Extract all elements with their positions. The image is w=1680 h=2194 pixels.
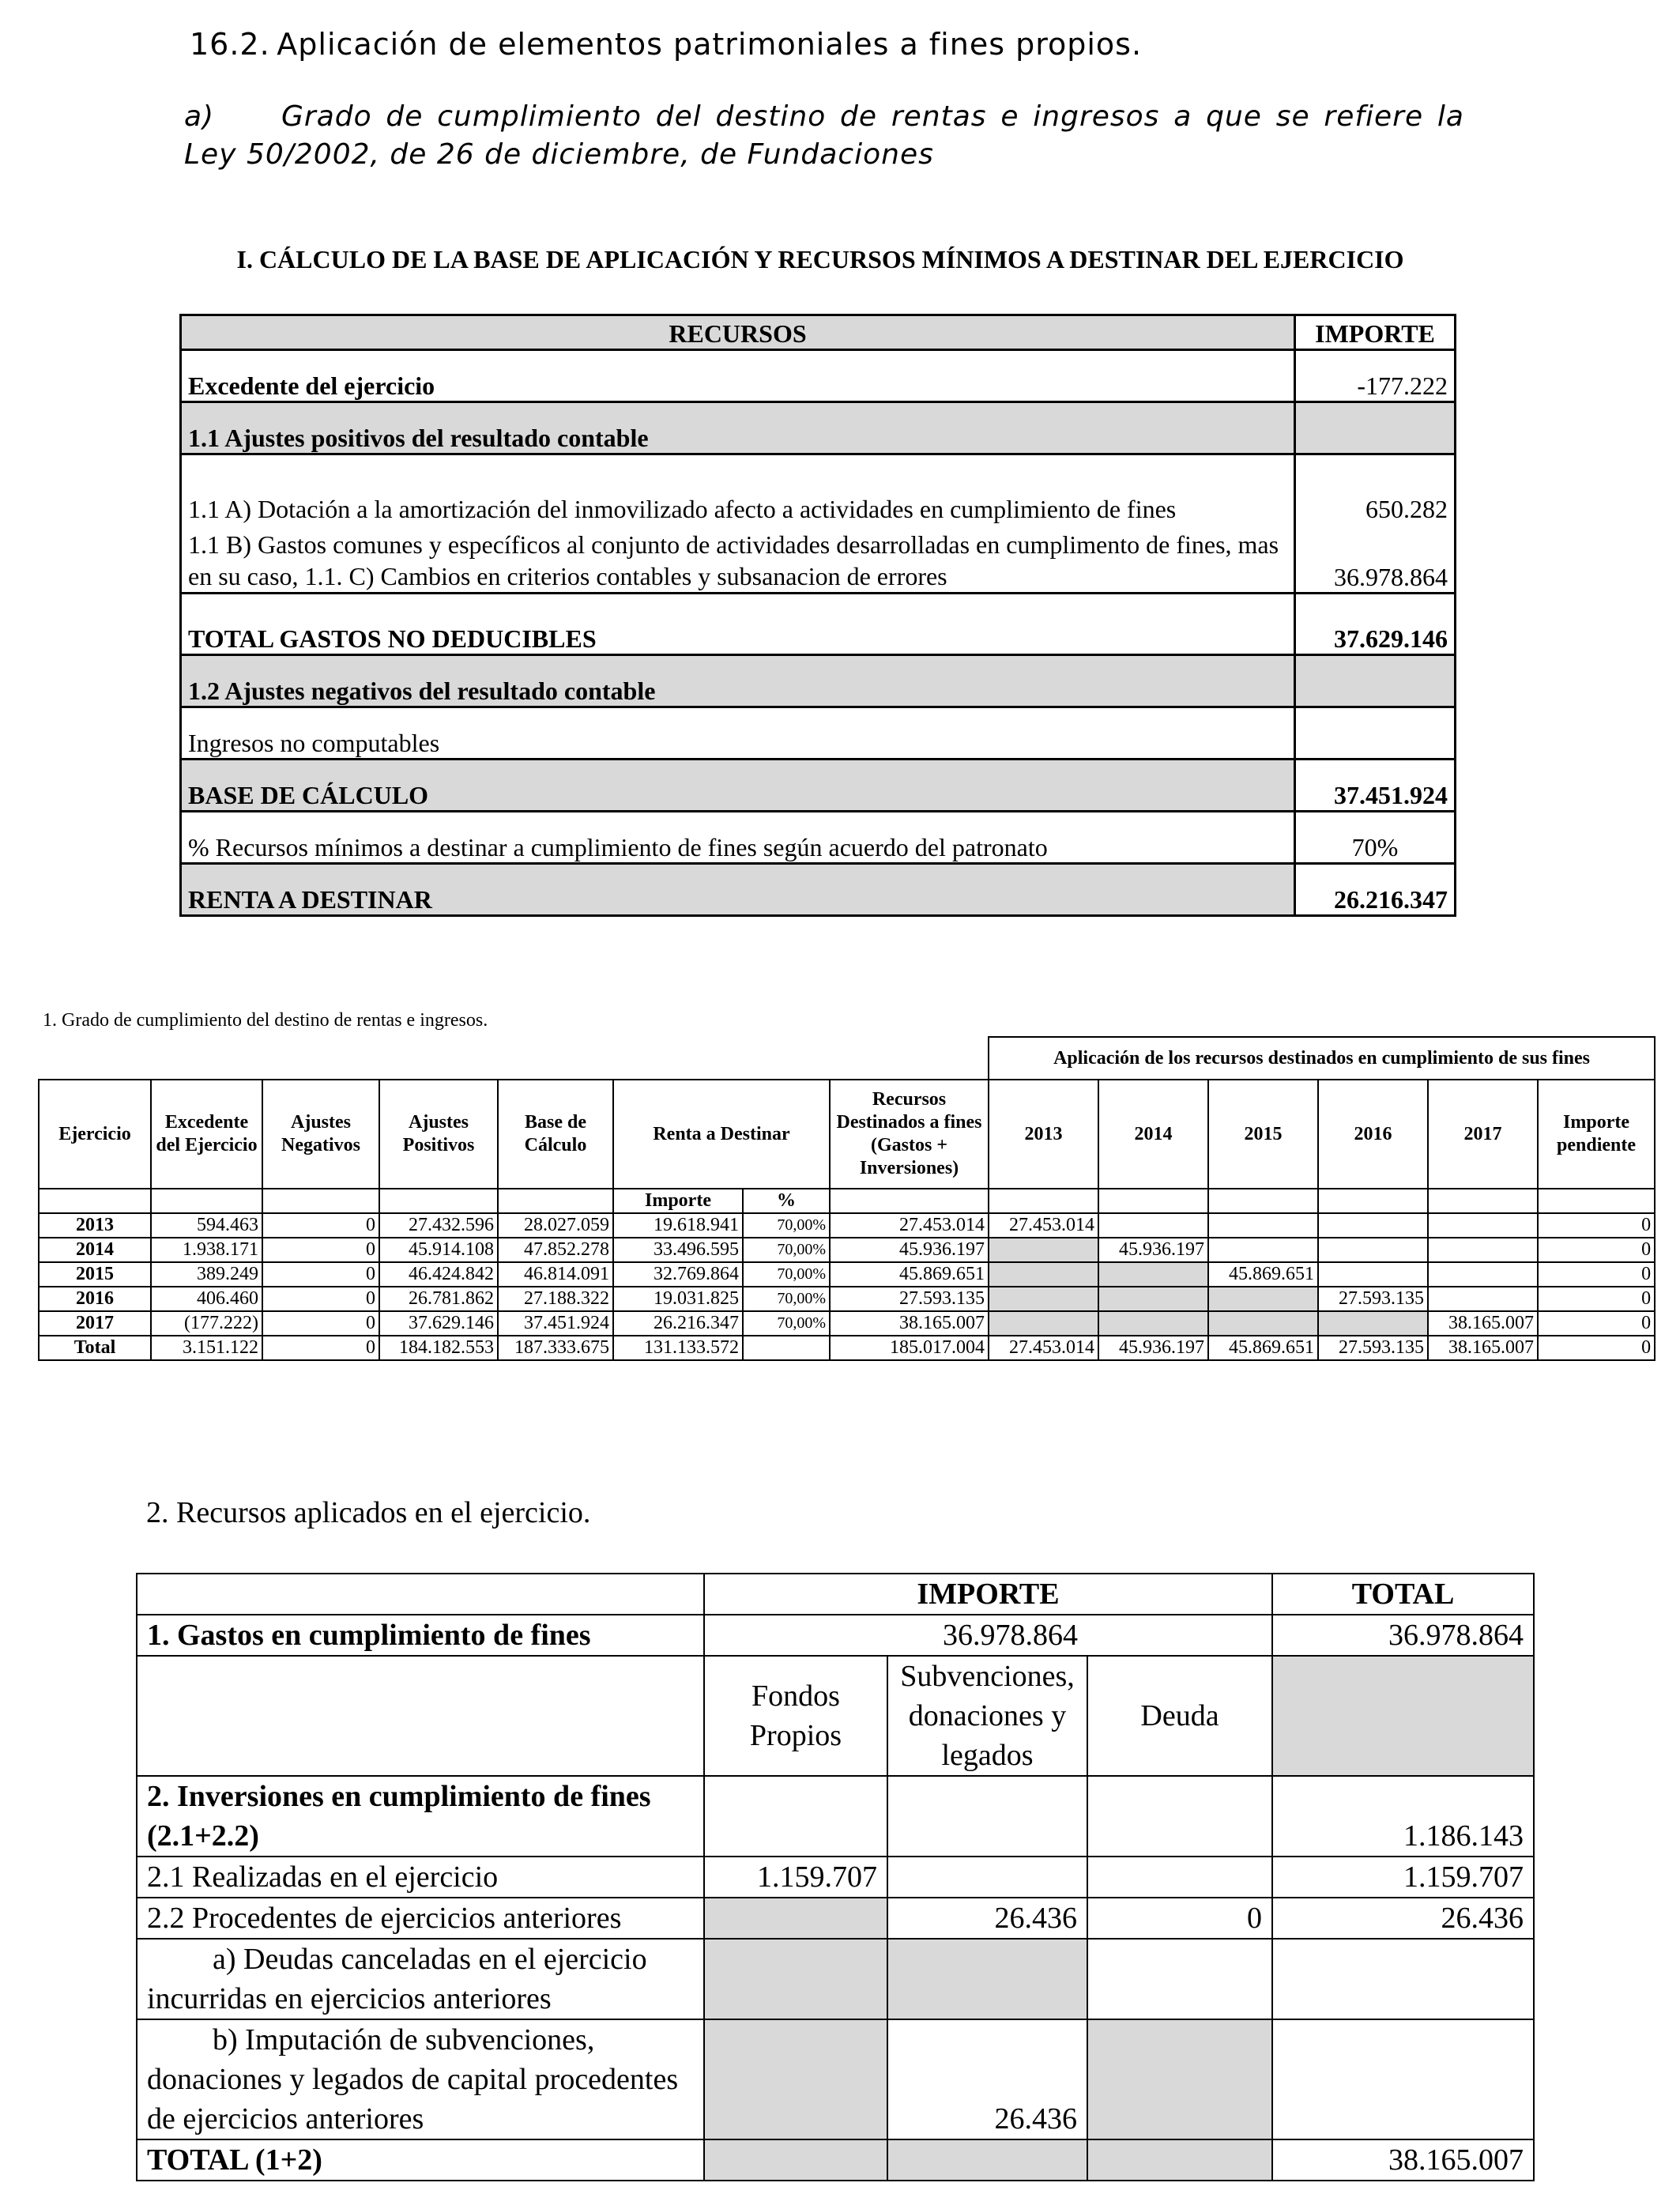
header-2015: 2015 bbox=[1208, 1080, 1318, 1189]
cell-ajustes-positivos: 45.914.108 bbox=[379, 1238, 498, 1262]
row-label: 1.2 Ajustes negativos del resultado contable bbox=[181, 655, 1295, 707]
cell-renta-pct: 70,00% bbox=[743, 1311, 830, 1336]
cell-ajustes-positivos: 26.781.862 bbox=[379, 1287, 498, 1311]
cell-recursos: 27.453.014 bbox=[830, 1213, 989, 1238]
cell-ajustes-negativos: 0 bbox=[262, 1238, 379, 1262]
r22-total: 26.436 bbox=[1272, 1898, 1534, 1939]
cell-2017 bbox=[1428, 1213, 1538, 1238]
cell-ajustes-negativos: 0 bbox=[262, 1213, 379, 1238]
r22-label: 2.2 Procedentes de ejercicios anteriores bbox=[137, 1898, 704, 1939]
row-value: 37.451.924 bbox=[1295, 760, 1456, 812]
table-row bbox=[39, 1262, 1655, 1287]
row-value: 26.216.347 bbox=[1295, 864, 1456, 916]
rb-subvenciones: 26.436 bbox=[887, 2019, 1087, 2139]
cell-renta-importe: 19.031.825 bbox=[613, 1287, 743, 1311]
header-ajustes-positivos: Ajustes Positivos bbox=[379, 1080, 498, 1189]
cell-ejercicio: Total bbox=[39, 1336, 151, 1360]
intro-paragraph bbox=[184, 98, 1464, 174]
table-row bbox=[181, 594, 1456, 655]
cell-2013: 27.453.014 bbox=[989, 1213, 1098, 1238]
base-calculo-table bbox=[179, 314, 1456, 917]
cell-2017: 38.165.007 bbox=[1428, 1311, 1538, 1336]
cell-2015 bbox=[1208, 1213, 1318, 1238]
cell-recursos: 45.936.197 bbox=[830, 1238, 989, 1262]
row-label: 1.1 Ajustes positivos del resultado contable bbox=[181, 402, 1295, 454]
subheader-fondos-propios: Fondos Propios bbox=[704, 1656, 887, 1776]
subheader-subvenciones: Subvenciones, donaciones y legados bbox=[887, 1656, 1087, 1776]
header-recursos: RECURSOS bbox=[181, 315, 1295, 350]
table-row bbox=[181, 350, 1456, 402]
table-row-total bbox=[39, 1336, 1655, 1360]
cell-2015 bbox=[1208, 1311, 1318, 1336]
header-2017: 2017 bbox=[1428, 1080, 1538, 1189]
recursos-aplicados-table bbox=[136, 1573, 1535, 2181]
cell-2016 bbox=[1318, 1311, 1428, 1336]
cell-base-calculo: 28.027.059 bbox=[498, 1213, 613, 1238]
cell-excedente: 1.938.171 bbox=[151, 1238, 262, 1262]
cell-ejercicio: 2014 bbox=[39, 1238, 151, 1262]
cell-recursos: 45.869.651 bbox=[830, 1262, 989, 1287]
cell-2014 bbox=[1098, 1287, 1208, 1311]
cell-ajustes-negativos: 0 bbox=[262, 1311, 379, 1336]
table-row bbox=[181, 707, 1456, 760]
cell-2014 bbox=[1098, 1311, 1208, 1336]
table-row bbox=[137, 1898, 1534, 1939]
cell-pendiente: 0 bbox=[1538, 1213, 1655, 1238]
header-importe: IMPORTE bbox=[1295, 315, 1456, 350]
cell-pendiente: 0 bbox=[1538, 1311, 1655, 1336]
row-label: Excedente del ejercicio bbox=[181, 350, 1295, 402]
table-row bbox=[181, 402, 1456, 454]
cell-2013: 27.453.014 bbox=[989, 1336, 1098, 1360]
cell-renta-pct: 70,00% bbox=[743, 1262, 830, 1287]
cell-ajustes-positivos: 37.629.146 bbox=[379, 1311, 498, 1336]
cell-excedente: 3.151.122 bbox=[151, 1336, 262, 1360]
row-value bbox=[1295, 655, 1456, 707]
header-base-calculo: Base de Cálculo bbox=[498, 1080, 613, 1189]
table-row bbox=[137, 2019, 1534, 2139]
group-header: Aplicación de los recursos destinados en cumplimiento de sus fines bbox=[989, 1037, 1655, 1080]
cell-2016 bbox=[1318, 1238, 1428, 1262]
header-ajustes-negativos: Ajustes Negativos bbox=[262, 1080, 379, 1189]
cell-base-calculo: 187.333.675 bbox=[498, 1336, 613, 1360]
cell-2015: 45.869.651 bbox=[1208, 1336, 1318, 1360]
row-label: TOTAL GASTOS NO DEDUCIBLES bbox=[181, 594, 1295, 655]
table-row bbox=[39, 1238, 1655, 1262]
section-i-title: I. CÁLCULO DE LA BASE DE APLICACIÓN Y RECURSOS MÍNIMOS A DESTINAR DEL EJERCICIO bbox=[236, 245, 1404, 273]
table-row bbox=[39, 1287, 1655, 1311]
cell-2016: 27.593.135 bbox=[1318, 1287, 1428, 1311]
cell-2016: 27.593.135 bbox=[1318, 1336, 1428, 1360]
gastos-importe: 36.978.864 bbox=[704, 1615, 1087, 1656]
row-value bbox=[1295, 402, 1456, 454]
cell-2015 bbox=[1208, 1287, 1318, 1311]
cell-ajustes-positivos: 27.432.596 bbox=[379, 1213, 498, 1238]
cell-2013 bbox=[989, 1262, 1098, 1287]
row-label: 1.1 B) Gastos comunes y específicos al conjunto de actividades desarrolladas en cumplimento de fines, mas en su caso, 1.1. C) Cambios en criterios contables y subsanacion de errores bbox=[181, 524, 1295, 594]
header-2016: 2016 bbox=[1318, 1080, 1428, 1189]
row-label: % Recursos mínimos a destinar a cumplimiento de fines según acuerdo del patronato bbox=[181, 812, 1295, 864]
cell-2015 bbox=[1208, 1238, 1318, 1262]
total-value: 38.165.007 bbox=[1272, 2139, 1534, 2181]
table-row bbox=[181, 760, 1456, 812]
cell-2013 bbox=[989, 1311, 1098, 1336]
cell-renta-importe: 32.769.864 bbox=[613, 1262, 743, 1287]
page-heading: 16.2. Aplicación de elementos patrimoniales a fines propios. bbox=[190, 27, 1143, 62]
header-recursos-destinados: Recursos Destinados a fines (Gastos + Inversiones) bbox=[830, 1080, 989, 1189]
rb-label: b) Imputación de subvenciones, donaciones y legados de capital procedentes de ejercicios anteriores bbox=[137, 2019, 704, 2139]
cell-2015: 45.869.651 bbox=[1208, 1262, 1318, 1287]
cell-2017 bbox=[1428, 1262, 1538, 1287]
row-label: Ingresos no computables bbox=[181, 707, 1295, 760]
grado-caption: 1. Grado de cumplimiento del destino de rentas e ingresos. bbox=[43, 1010, 488, 1031]
cell-2013 bbox=[989, 1287, 1098, 1311]
cell-2016 bbox=[1318, 1262, 1428, 1287]
table-row bbox=[181, 655, 1456, 707]
cell-ejercicio: 2015 bbox=[39, 1262, 151, 1287]
cell-ajustes-negativos: 0 bbox=[262, 1336, 379, 1360]
header-importe-pendiente: Importe pendiente bbox=[1538, 1080, 1655, 1189]
row-label: 1.1 A) Dotación a la amortización del inmovilizado afecto a actividades en cumplimiento de fines bbox=[181, 454, 1295, 524]
table-row bbox=[181, 864, 1456, 916]
row-value: 36.978.864 bbox=[1295, 524, 1456, 594]
table-row bbox=[39, 1213, 1655, 1238]
header-excedente: Excedente del Ejercicio bbox=[151, 1080, 262, 1189]
cell-recursos: 185.017.004 bbox=[830, 1336, 989, 1360]
cell-renta-importe: 33.496.595 bbox=[613, 1238, 743, 1262]
cell-2014: 45.936.197 bbox=[1098, 1238, 1208, 1262]
r22-subvenciones: 26.436 bbox=[887, 1898, 1087, 1939]
row-value: 37.629.146 bbox=[1295, 594, 1456, 655]
cell-ajustes-positivos: 184.182.553 bbox=[379, 1336, 498, 1360]
cell-pendiente: 0 bbox=[1538, 1336, 1655, 1360]
table-row-total bbox=[137, 2139, 1534, 2181]
cell-recursos: 38.165.007 bbox=[830, 1311, 989, 1336]
cell-pendiente: 0 bbox=[1538, 1262, 1655, 1287]
cell-ajustes-negativos: 0 bbox=[262, 1287, 379, 1311]
gastos-total: 36.978.864 bbox=[1272, 1615, 1534, 1656]
cell-ajustes-negativos: 0 bbox=[262, 1262, 379, 1287]
cell-pendiente: 0 bbox=[1538, 1287, 1655, 1311]
total-label: TOTAL (1+2) bbox=[137, 2139, 704, 2181]
cell-excedente: 389.249 bbox=[151, 1262, 262, 1287]
cell-excedente: 406.460 bbox=[151, 1287, 262, 1311]
cell-base-calculo: 27.188.322 bbox=[498, 1287, 613, 1311]
cell-base-calculo: 46.814.091 bbox=[498, 1262, 613, 1287]
r21-label: 2.1 Realizadas en el ejercicio bbox=[137, 1857, 704, 1898]
recursos-aplicados-caption: 2. Recursos aplicados en el ejercicio. bbox=[146, 1496, 591, 1529]
header-2013: 2013 bbox=[989, 1080, 1098, 1189]
header-importe: IMPORTE bbox=[704, 1574, 1272, 1615]
cell-2017: 38.165.007 bbox=[1428, 1336, 1538, 1360]
cell-2014 bbox=[1098, 1262, 1208, 1287]
cell-renta-pct bbox=[743, 1336, 830, 1360]
inversiones-label: 2. Inversiones en cumplimiento de fines (2.1+2.2) bbox=[137, 1776, 704, 1857]
table-row bbox=[137, 1776, 1534, 1857]
cell-ajustes-positivos: 46.424.842 bbox=[379, 1262, 498, 1287]
cell-renta-importe: 26.216.347 bbox=[613, 1311, 743, 1336]
row-label: RENTA A DESTINAR bbox=[181, 864, 1295, 916]
subheader-deuda: Deuda bbox=[1087, 1656, 1272, 1776]
cell-renta-pct: 70,00% bbox=[743, 1238, 830, 1262]
cell-recursos: 27.593.135 bbox=[830, 1287, 989, 1311]
table-row bbox=[181, 454, 1456, 524]
cell-2016 bbox=[1318, 1213, 1428, 1238]
cell-2017 bbox=[1428, 1238, 1538, 1262]
row-value: 70% bbox=[1295, 812, 1456, 864]
header-2014: 2014 bbox=[1098, 1080, 1208, 1189]
cell-ejercicio: 2017 bbox=[39, 1311, 151, 1336]
intro-text: Grado de cumplimiento del destino de rentas e ingresos a que se refiere la Ley 50/2002, de 26 de diciembre, de Fundaciones bbox=[184, 100, 1464, 171]
table-row bbox=[137, 1939, 1534, 2019]
header-pct: % bbox=[743, 1189, 830, 1213]
cell-pendiente: 0 bbox=[1538, 1238, 1655, 1262]
intro-label: a) bbox=[184, 100, 215, 133]
cell-renta-importe: 131.133.572 bbox=[613, 1336, 743, 1360]
r21-total: 1.159.707 bbox=[1272, 1857, 1534, 1898]
table-row bbox=[137, 1615, 1534, 1656]
cell-2013 bbox=[989, 1238, 1098, 1262]
row-value: 650.282 bbox=[1295, 454, 1456, 524]
cell-renta-pct: 70,00% bbox=[743, 1213, 830, 1238]
cell-excedente: 594.463 bbox=[151, 1213, 262, 1238]
inversiones-total: 1.186.143 bbox=[1272, 1776, 1534, 1857]
header-importe: Importe bbox=[613, 1189, 743, 1213]
cell-base-calculo: 37.451.924 bbox=[498, 1311, 613, 1336]
cell-2014 bbox=[1098, 1213, 1208, 1238]
table-row bbox=[39, 1311, 1655, 1336]
cell-ejercicio: 2016 bbox=[39, 1287, 151, 1311]
header-total: TOTAL bbox=[1272, 1574, 1534, 1615]
cell-renta-importe: 19.618.941 bbox=[613, 1213, 743, 1238]
ra-label: a) Deudas canceladas en el ejercicio incurridas en ejercicios anteriores bbox=[137, 1939, 704, 2019]
header-ejercicio: Ejercicio bbox=[39, 1080, 151, 1189]
row-value: -177.222 bbox=[1295, 350, 1456, 402]
gastos-label: 1. Gastos en cumplimiento de fines bbox=[137, 1615, 704, 1656]
cell-excedente: (177.222) bbox=[151, 1311, 262, 1336]
header-renta-destinar: Renta a Destinar bbox=[613, 1080, 830, 1189]
cell-2014: 45.936.197 bbox=[1098, 1336, 1208, 1360]
table-row bbox=[181, 524, 1456, 594]
cell-ejercicio: 2013 bbox=[39, 1213, 151, 1238]
table-row bbox=[181, 812, 1456, 864]
cell-base-calculo: 47.852.278 bbox=[498, 1238, 613, 1262]
r21-fondos: 1.159.707 bbox=[704, 1857, 887, 1898]
cell-renta-pct: 70,00% bbox=[743, 1287, 830, 1311]
row-label: BASE DE CÁLCULO bbox=[181, 760, 1295, 812]
row-value bbox=[1295, 707, 1456, 760]
cell-2017 bbox=[1428, 1287, 1538, 1311]
grado-cumplimiento-table bbox=[38, 1036, 1656, 1361]
table-row bbox=[137, 1857, 1534, 1898]
r22-deuda: 0 bbox=[1087, 1898, 1272, 1939]
